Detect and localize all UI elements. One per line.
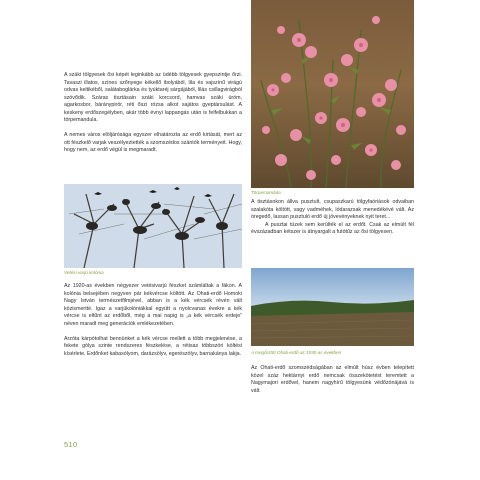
paragraph-city-decision: A nemes város elöljárósága egyszer elhatározta az erdő kirtását, mert az ott fészkelő varjak veszélyeztették a szomszédos szántók terményeit. Hogy, hogy nem, az erdő végül is megmaradt. [64, 132, 242, 153]
forest-landscape-photo [251, 268, 414, 346]
rook-caption: Vetési varjú kolónia [64, 270, 104, 275]
almond-caption: Törpemandula [251, 190, 281, 195]
top-left-text [64, 72, 242, 155]
right-middle-text [251, 199, 414, 237]
almond-blossom-photo [251, 0, 414, 188]
paragraph-1920s: Az 1920-as években négyezer vetésivarjú fészket számláltak a fákon. A kolónia belsejében negyven pár kékvércse költött. Az Ohati-erdő Homoki Nagy István természetfilmjével, abban is a kék vércsék révén vált közismertté. Igaz a varjúkolóniákkal együtt a nyolcvanas évekre a kék vércse is eltűnt az erdőből, még a mai napig is „a kék vércsék erdeje” néven maradt meg generációk emlékezetében. [64, 283, 242, 327]
paragraph-fires: A pusztai tüzek sem kerülték el az erdőt. Csak az elmúlt fél évszázadban kétszer is átnyargalt a futótűz az ősi tölgyesen. [251, 221, 414, 235]
paragraph-clearings: A tisztásokon állva pusztult, csupaszkarú tölgyfaóriások odvaiban szalakóta költött, vagy vadméhek, lódarazsak menedékévé vált. Az öregedő, lassan pusztuló erdő új jövevényeknek nyit teret... [251, 199, 414, 220]
page-number: 510 [64, 440, 78, 449]
paragraph-flora: A száki tölgyesek ősi képét leginkább az üdébb tölgyesek gyepszintje őrzi. Tavaszi illatos, színes szőnyege kékellő ibolyából, lila és vajszínű virágú odvas keltikéből, salátaboglárka és tyúktaréj sárgájából, lilás csillagvirágból szövődik. Száras tisztásain száki korcsord, hamvas száki üröm, agarkosbor, báránypirór, réti őszi rózsa alkot sajátos gyeptársulást. A keskeny erdőszegélyben, akár több évnyi lappangás után is felfelbukkan a törpemandula. [64, 72, 242, 123]
paragraph-birds: Arzóta kárpótolhat bennünket a kék vércse mellett a több megjelenése, a fekete gólya szinte rendszeres fészkelése, a rétisas többszöri költési kísérlete. Erdőnket kabasólyom, darázsölyv, egerészölyv, barnakánya lakja. [64, 335, 242, 357]
left-bottom-text [64, 283, 242, 358]
paragraph-new-forest: Az Ohati-erdő szomszédságában az elmúlt húsz évben telepített közel száz hektárnyi erdő nemcsak összekötetést teremtett a Nagymajori erdővel, hanem nagyhírű tölgyesünk védőzónájává is vált. [251, 365, 414, 394]
right-bottom-text [251, 365, 414, 395]
landscape-caption: A megőrzött Ohati-erdő az 1930-as években [251, 350, 342, 355]
rook-colony-photo [64, 184, 242, 268]
